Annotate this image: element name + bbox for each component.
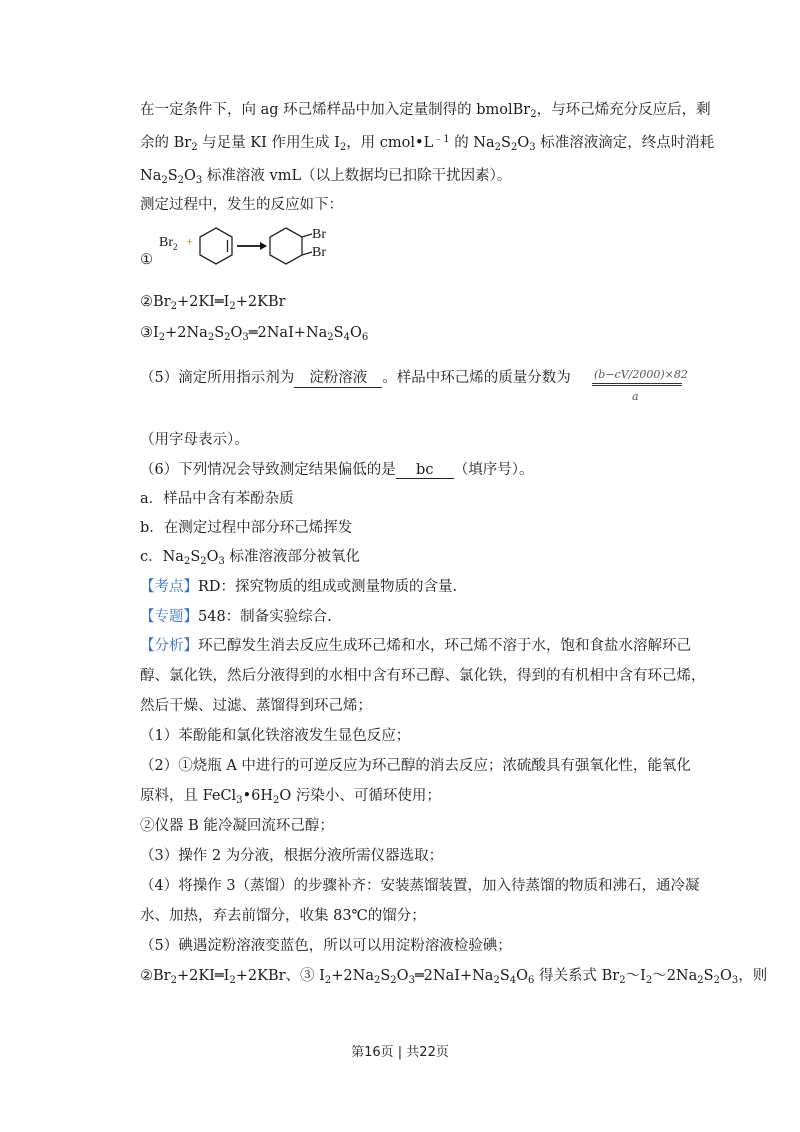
subscript: 2 bbox=[191, 142, 198, 153]
text: +2KI bbox=[176, 968, 215, 984]
subscript: 2 bbox=[224, 332, 231, 343]
text: ，则 bbox=[738, 968, 768, 984]
answer-blank: bc bbox=[396, 462, 454, 479]
text: 2NaI+Na bbox=[257, 325, 328, 341]
subscript: 2 bbox=[207, 332, 215, 343]
text: O bbox=[719, 968, 732, 984]
answer-blank: 淀粉溶液 bbox=[294, 366, 382, 388]
reaction-1-label: ① bbox=[140, 252, 153, 268]
text: +2KI bbox=[176, 294, 215, 310]
intro-line-1 bbox=[140, 98, 711, 119]
text: 在一定条件下，向 ag 环己烯样品中加入定量制得的 bmolBr bbox=[140, 102, 531, 118]
fenxi-point-2b bbox=[140, 784, 441, 805]
intro-line-2 bbox=[140, 131, 714, 152]
subscript: 2 bbox=[373, 975, 381, 986]
text: O bbox=[184, 168, 196, 184]
subscript: 2 bbox=[229, 301, 236, 312]
text: （5）滴定所用指示剂为 bbox=[140, 370, 295, 386]
fenxi-last-line bbox=[140, 964, 767, 985]
text: •6H bbox=[242, 788, 274, 804]
subscript: 3 bbox=[408, 975, 415, 986]
subscript: 4 bbox=[509, 975, 517, 986]
text: I bbox=[223, 294, 230, 310]
fenxi-point-3: （3）操作 2 为分液，根据分液所需仪器选取； bbox=[140, 848, 444, 864]
subscript: 3 bbox=[236, 795, 243, 806]
fenxi-point-1: （1）苯酚能和氯化铁溶液发生显色反应； bbox=[140, 728, 411, 744]
text: 环己醇发生消去反应生成环己烯和水，环己烯不溶于水，饱和食盐水溶解环己 bbox=[198, 638, 691, 654]
fenxi-line-2: 醇、氯化铁，然后分液得到的水相中含有环己醇、氯化铁，得到的有机相中含有环己烯， bbox=[140, 668, 706, 684]
question-5-suffix: （用字母表示）。 bbox=[140, 432, 249, 448]
text: 与足量 KI 作用生成 I bbox=[197, 135, 340, 151]
text: 标准溶液 vmL（以上数据均已扣除干扰因素）。 bbox=[202, 168, 512, 184]
subscript: 2 bbox=[158, 332, 166, 343]
subscript: 2 bbox=[273, 795, 280, 806]
question-6 bbox=[140, 458, 533, 479]
text: +2KBr bbox=[235, 294, 286, 310]
text: O bbox=[206, 549, 219, 565]
fenxi-tag: 【分析】 bbox=[140, 638, 198, 654]
subscript: 2 bbox=[619, 975, 626, 986]
fenxi-line-3: 然后干燥、过滤、蒸馏得到环己烯； bbox=[140, 698, 372, 714]
subscript: 2 bbox=[494, 142, 502, 153]
superscript: ﹣1 bbox=[433, 134, 450, 145]
intro-line-4: 测定过程中，发生的反应如下： bbox=[140, 197, 343, 213]
text: ═ bbox=[214, 294, 224, 310]
text: +2Na bbox=[331, 968, 374, 984]
fenxi-point-4a: （4）将操作 3（蒸馏）的步骤补齐：安装蒸馏装置，加入待蒸馏的物质和沸石，通冷凝 bbox=[140, 878, 700, 894]
subscript: 2 bbox=[324, 975, 332, 986]
text: (b−cV/2000)×82 bbox=[594, 368, 688, 381]
text: ，用 cmol•L bbox=[346, 135, 434, 151]
subscript: 6 bbox=[361, 332, 369, 343]
subscript: 3 bbox=[218, 556, 225, 567]
text: S bbox=[167, 168, 178, 184]
text: ～I bbox=[625, 968, 646, 984]
subscript: 3 bbox=[731, 975, 739, 986]
text: O bbox=[396, 968, 409, 984]
fenxi-point-2a: （2）①烧瓶 A 中进行的可逆反应为环己醇的消去反应；浓硫酸具有强氧化性，能氧化 bbox=[140, 758, 691, 774]
text: 548：制备实验综合. bbox=[198, 609, 332, 625]
option-b: b．在测定过程中部分环己烯挥发 bbox=[140, 520, 353, 536]
text: ②Br bbox=[140, 294, 171, 310]
product-br-top: Br bbox=[312, 227, 326, 242]
subscript: 2 bbox=[229, 975, 236, 986]
text: ═ bbox=[414, 968, 424, 984]
reaction-2 bbox=[140, 294, 286, 310]
reaction-1-diagram bbox=[136, 222, 366, 270]
text: O bbox=[230, 325, 243, 341]
text: +2Na bbox=[165, 325, 208, 341]
text: ③I bbox=[140, 325, 159, 341]
subscript: 2 bbox=[339, 142, 347, 153]
fenxi-point-4b: 水、加热，弃去前馏分，收集 83℃的馏分； bbox=[140, 908, 426, 924]
option-c bbox=[140, 545, 360, 566]
text: O bbox=[516, 968, 529, 984]
subscript: 2 bbox=[200, 556, 207, 567]
fraction-answer bbox=[592, 363, 688, 409]
arrow-icon bbox=[237, 242, 267, 250]
text: O bbox=[349, 325, 362, 341]
text: c．Na bbox=[140, 549, 184, 565]
subscript: 2 bbox=[390, 975, 397, 986]
option-a: a．样品中含有苯酚杂质 bbox=[140, 491, 294, 507]
text: S bbox=[703, 968, 714, 984]
reactant-br2: $Br_2$ bbox=[159, 235, 178, 252]
text: O bbox=[517, 135, 530, 151]
text: 的 Na bbox=[449, 135, 495, 151]
text: ，与环己烯充分反应后，剩 bbox=[536, 102, 711, 118]
kaodian-line bbox=[140, 575, 457, 596]
kaodian-tag: 【考点】 bbox=[140, 579, 198, 595]
subscript: 2 bbox=[645, 975, 653, 986]
text: I bbox=[223, 968, 230, 984]
text: S bbox=[333, 325, 344, 341]
text: ═ bbox=[248, 325, 258, 341]
text: S bbox=[501, 135, 511, 151]
subscript: 4 bbox=[343, 332, 350, 343]
intro-line-3 bbox=[140, 164, 511, 185]
subscript: 3 bbox=[195, 175, 203, 186]
subscript: 3 bbox=[242, 332, 249, 343]
subscript: 2 bbox=[170, 975, 177, 986]
subscript: 2 bbox=[170, 301, 177, 312]
fenxi-point-5: （5）碘遇淀粉溶液变蓝色，所以可以用淀粉溶液检验碘； bbox=[140, 938, 512, 954]
text: S bbox=[380, 968, 391, 984]
fraction-denominator: a bbox=[632, 390, 639, 403]
subscript: 2 bbox=[183, 556, 191, 567]
text: 余的 Br bbox=[140, 135, 192, 151]
fenxi-point-2c: ②仪器 B 能冷凝回流环己醇； bbox=[140, 818, 334, 834]
text: ②Br bbox=[140, 968, 171, 984]
page-footer: 第16页 | 共22页 bbox=[351, 1045, 449, 1060]
text: +2KBr、③ I bbox=[235, 968, 325, 984]
zhuanti-tag: 【专题】 bbox=[140, 609, 198, 625]
text: 原料，且 FeCl bbox=[140, 788, 237, 804]
reaction-3 bbox=[140, 325, 368, 341]
subscript: 2 bbox=[327, 332, 334, 343]
zhuanti-line bbox=[140, 605, 332, 626]
subscript: 2 bbox=[177, 175, 185, 186]
dibromocyclohexane-ring bbox=[270, 228, 312, 264]
text: 。样品中环己烯的质量分数为 bbox=[382, 370, 571, 386]
subscript: 2 bbox=[493, 975, 500, 986]
text: 标准溶液滴定，终点时消耗 bbox=[535, 135, 715, 151]
subscript: 2 bbox=[697, 975, 704, 986]
subscript: 3 bbox=[529, 142, 536, 153]
text: RD：探究物质的组成或测量物质的含量. bbox=[198, 579, 458, 595]
text: ═ bbox=[214, 968, 224, 984]
subscript: 2 bbox=[161, 175, 168, 186]
fraction-underline bbox=[592, 385, 682, 386]
text: S bbox=[214, 325, 225, 341]
subscript: 2 bbox=[530, 109, 537, 120]
text: S bbox=[190, 549, 201, 565]
question-5 bbox=[140, 366, 571, 388]
subscript: 2 bbox=[713, 975, 720, 986]
text: 得关系式 Br bbox=[534, 968, 620, 984]
subscript: 6 bbox=[528, 975, 535, 986]
text: S bbox=[499, 968, 510, 984]
text: （填序号）。 bbox=[453, 462, 534, 478]
fraction-numerator bbox=[592, 363, 688, 384]
text: O 污染小、可循环使用； bbox=[279, 788, 441, 804]
text: （6）下列情况会导致测定结果偏低的是 bbox=[140, 462, 396, 478]
plus-sign: + bbox=[186, 234, 194, 249]
text: 标准溶液部分被氧化 bbox=[224, 549, 361, 565]
text: Na bbox=[140, 168, 162, 184]
text: 2NaI+Na bbox=[423, 968, 494, 984]
subscript: 2 bbox=[510, 142, 518, 153]
fenxi-line-1 bbox=[140, 634, 691, 655]
cyclohexene-ring bbox=[200, 228, 232, 264]
text: ～2Na bbox=[652, 968, 698, 984]
product-br-bottom: Br bbox=[312, 245, 326, 260]
